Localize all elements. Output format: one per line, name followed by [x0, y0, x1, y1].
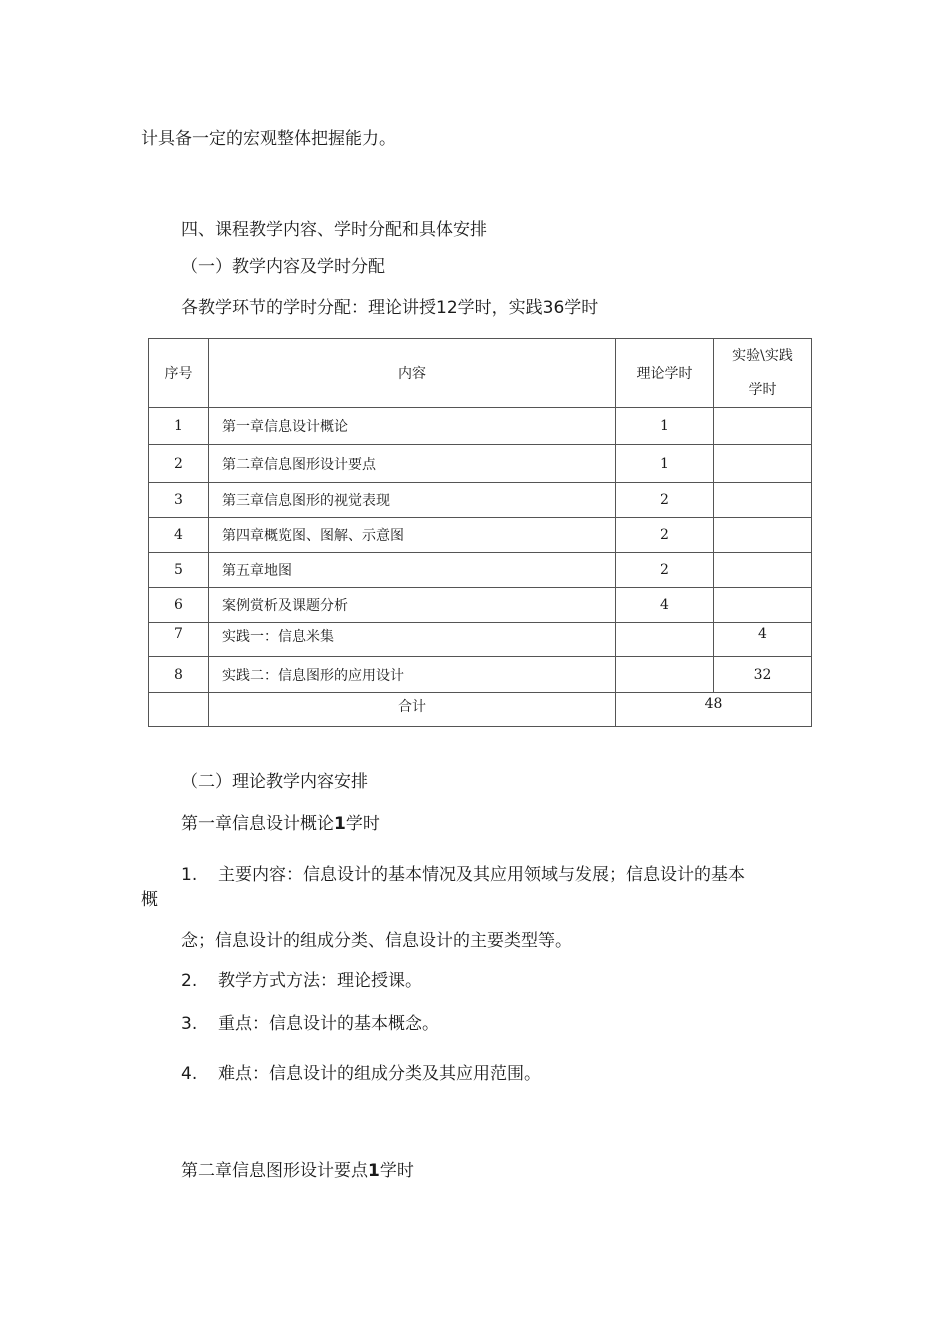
section-4-title: 四、课程教学内容、学时分配和具体安排: [181, 220, 487, 240]
row-theory: 2: [616, 483, 714, 518]
row-no: 4: [149, 518, 209, 553]
item-4-number: 4.: [181, 1064, 198, 1084]
item-1-continuation: 念；信息设计的组成分类、信息设计的主要类型等。: [181, 931, 572, 951]
table-header-row: [149, 339, 812, 408]
row-practice: [714, 588, 812, 623]
table-row: [149, 408, 812, 445]
row-theory: 2: [616, 518, 714, 553]
chapter-1-heading: [181, 813, 380, 835]
row-no: 1: [149, 408, 209, 445]
row-theory: 2: [616, 553, 714, 588]
row-content: 实践一：信息米集: [209, 623, 616, 657]
table-row: [149, 518, 812, 553]
chapter-2-heading: [181, 1160, 414, 1182]
total-empty-cell: [149, 693, 209, 727]
row-content: 案例赏析及课题分析: [209, 588, 616, 623]
item-4-text: 难点：信息设计的组成分类及其应用范围。: [218, 1064, 541, 1084]
row-practice: [714, 445, 812, 483]
chapter-1-title: 第一章信息设计概论: [181, 814, 334, 834]
row-practice: [714, 483, 812, 518]
subsection-1-title: （一）教学内容及学时分配: [181, 257, 385, 277]
item-3-number: 3.: [181, 1014, 198, 1034]
table-row: [149, 588, 812, 623]
row-content: 第三章信息图形的视觉表现: [209, 483, 616, 518]
chapter-1-hours: 1: [334, 814, 346, 834]
table-row: [149, 623, 812, 657]
header-practice-hours: [714, 339, 812, 408]
chapter-2-hours: 1: [368, 1161, 380, 1181]
row-no: 2: [149, 445, 209, 483]
row-theory: [616, 623, 714, 657]
item-1-wrap: 概: [141, 890, 158, 910]
chapter-2-title: 第二章信息图形设计要点: [181, 1161, 368, 1181]
hours-summary: 各教学环节的学时分配：理论讲授12学时，实践36学时: [181, 298, 599, 318]
row-practice: [714, 518, 812, 553]
row-practice: [714, 553, 812, 588]
row-content: 第四章概览图、图解、示意图: [209, 518, 616, 553]
table-row: [149, 657, 812, 693]
item-2-number: 2.: [181, 971, 198, 991]
chapter-1-hours-unit: 学时: [345, 814, 380, 834]
row-no: 6: [149, 588, 209, 623]
row-theory: 1: [616, 445, 714, 483]
table-row: [149, 553, 812, 588]
table-total-row: [149, 693, 812, 727]
table-row: [149, 445, 812, 483]
row-content: 实践二：信息图形的应用设计: [209, 657, 616, 693]
row-no: 3: [149, 483, 209, 518]
row-practice: [714, 408, 812, 445]
row-no: 5: [149, 553, 209, 588]
item-1-text: 主要内容：信息设计的基本情况及其应用领域与发展；信息设计的基本: [218, 865, 745, 885]
header-content: 内容: [209, 339, 616, 408]
header-no: 序号: [149, 339, 209, 408]
subsection-2-title: （二）理论教学内容安排: [181, 772, 368, 792]
schedule-table: [148, 338, 812, 727]
item-3-text: 重点：信息设计的基本概念。: [218, 1014, 439, 1034]
row-theory: 4: [616, 588, 714, 623]
row-content: 第五章地图: [209, 553, 616, 588]
row-no: 7: [149, 623, 209, 657]
row-no: 8: [149, 657, 209, 693]
item-1-number: 1.: [181, 865, 198, 885]
header-theory-hours: 理论学时: [616, 339, 714, 408]
header-practice-line1: 实验\实践: [732, 348, 793, 364]
chapter-2-hours-unit: 学时: [379, 1161, 414, 1181]
item-2-text: 教学方式方法：理论授课。: [218, 971, 422, 991]
row-content: 第二章信息图形设计要点: [209, 445, 616, 483]
row-practice: 4: [714, 623, 812, 657]
total-label: 合计: [209, 693, 616, 727]
row-practice: 32: [714, 657, 812, 693]
header-practice-line2: 学时: [748, 382, 777, 398]
row-theory: 1: [616, 408, 714, 445]
row-content: 第一章信息设计概论: [209, 408, 616, 445]
intro-tail-text: 计具备一定的宏观整体把握能力。: [141, 129, 396, 149]
total-value: 48: [616, 693, 812, 727]
row-theory: [616, 657, 714, 693]
table-row: [149, 483, 812, 518]
